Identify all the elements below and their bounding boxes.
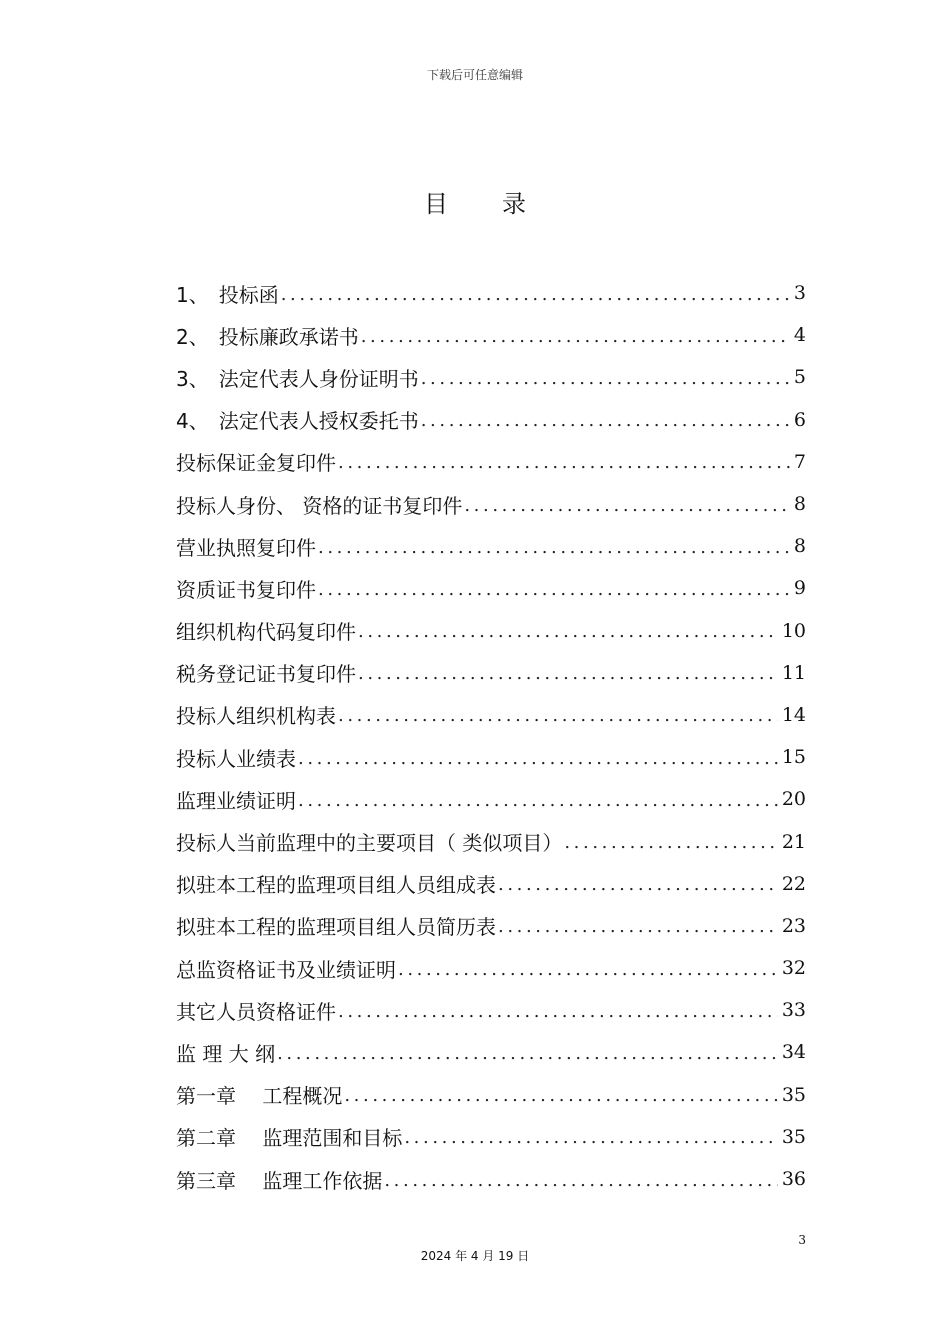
- toc-entry[interactable]: [176, 399, 806, 441]
- toc-entry-page: 10: [781, 619, 806, 642]
- toc-entry[interactable]: [176, 694, 806, 736]
- toc-entry-page: 11: [781, 661, 806, 684]
- toc-entry-label: 拟驻本工程的监理项目组人员简历表: [176, 915, 496, 940]
- toc-leader-dots: [384, 1170, 777, 1191]
- toc-leader-dots: [318, 579, 790, 600]
- toc-entry[interactable]: [176, 610, 806, 652]
- toc-entry[interactable]: [176, 736, 806, 778]
- toc-entry-label: 投标人组织机构表: [176, 704, 336, 729]
- toc-entry[interactable]: [176, 863, 806, 905]
- toc-entry[interactable]: [176, 1031, 806, 1073]
- toc-entry[interactable]: [176, 820, 806, 862]
- toc-leader-dots: [358, 621, 778, 642]
- toc-entry[interactable]: [176, 272, 806, 314]
- table-of-contents: [176, 272, 806, 1200]
- toc-entry[interactable]: [176, 441, 806, 483]
- toc-entry-page: 35: [781, 1125, 806, 1148]
- toc-entry[interactable]: [176, 356, 806, 398]
- toc-entry[interactable]: [176, 567, 806, 609]
- toc-entry[interactable]: [176, 652, 806, 694]
- toc-entry-label: 2、 投标廉政承诺书: [176, 324, 359, 349]
- toc-entry-label: 其它人员资格证件: [176, 999, 336, 1024]
- toc-entry-label: 组织机构代码复印件: [176, 620, 356, 645]
- toc-entry-label: 监 理 大 纲: [176, 1041, 276, 1066]
- page-title: 目录: [424, 190, 580, 218]
- toc-leader-dots: [298, 748, 778, 769]
- toc-entry-page: 7: [793, 450, 806, 473]
- toc-leader-dots: [421, 410, 790, 431]
- toc-entry-label: 1、 投标函: [176, 282, 279, 307]
- toc-entry-page: 35: [781, 1083, 806, 1106]
- toc-entry[interactable]: [176, 778, 806, 820]
- toc-leader-dots: [338, 452, 790, 473]
- toc-entry-label: 总监资格证书及业绩证明: [176, 957, 396, 982]
- toc-leader-dots: [361, 326, 790, 347]
- toc-entry[interactable]: [176, 947, 806, 989]
- toc-entry-label: 税务登记证书复印件: [176, 662, 356, 687]
- toc-entry-label: 营业执照复印件: [176, 535, 316, 560]
- toc-entry[interactable]: [176, 314, 806, 356]
- toc-leader-dots: [498, 874, 778, 895]
- toc-entry-page: 21: [781, 830, 806, 853]
- toc-leader-dots: [281, 284, 790, 305]
- toc-entry[interactable]: [176, 989, 806, 1031]
- toc-entry-label: 3、 法定代表人身份证明书: [176, 366, 419, 391]
- toc-entry-label: 资质证书复印件: [176, 577, 316, 602]
- toc-entry[interactable]: [176, 1158, 806, 1200]
- toc-entry-label: 投标人身份、 资格的证书复印件: [176, 493, 463, 518]
- toc-entry-page: 8: [793, 535, 806, 558]
- toc-entry-page: 8: [793, 493, 806, 516]
- toc-entry[interactable]: [176, 525, 806, 567]
- toc-entry-page: 34: [781, 1041, 806, 1064]
- toc-leader-dots: [464, 495, 790, 516]
- toc-entry-page: 36: [781, 1168, 806, 1191]
- page-number: 3: [798, 1233, 806, 1247]
- toc-leader-dots: [344, 1085, 777, 1106]
- toc-entry[interactable]: [176, 1116, 806, 1158]
- toc-entry-page: 4: [793, 324, 806, 347]
- toc-leader-dots: [358, 663, 778, 684]
- toc-entry-page: 5: [793, 366, 806, 389]
- toc-entry-label: 投标保证金复印件: [176, 451, 336, 476]
- toc-entry-label: 拟驻本工程的监理项目组人员组成表: [176, 873, 496, 898]
- toc-leader-dots: [298, 790, 778, 811]
- toc-entry[interactable]: [176, 1074, 806, 1116]
- toc-leader-dots: [277, 1043, 778, 1064]
- toc-entry-page: 33: [781, 999, 806, 1022]
- toc-entry-label: 第三章 监理工作依据: [176, 1168, 383, 1193]
- toc-entry-page: 14: [781, 703, 806, 726]
- header-note: 下载后可任意编辑: [426, 68, 523, 82]
- toc-leader-dots: [338, 1001, 778, 1022]
- toc-entry-label: 监理业绩证明: [176, 788, 296, 813]
- toc-leader-dots: [498, 916, 778, 937]
- toc-entry-page: 9: [793, 577, 806, 600]
- toc-entry-page: 32: [781, 957, 806, 980]
- footer-date: 2024 年 4 月 19 日: [420, 1249, 530, 1263]
- toc-entry-label: 第二章 监理范围和目标: [176, 1126, 403, 1151]
- toc-entry[interactable]: [176, 483, 806, 525]
- toc-leader-dots: [404, 1127, 777, 1148]
- toc-leader-dots: [318, 537, 790, 558]
- toc-entry-page: 22: [781, 872, 806, 895]
- toc-entry-page: 3: [793, 282, 806, 305]
- toc-leader-dots: [338, 705, 778, 726]
- toc-entry-label: 投标人当前监理中的主要项目（ 类似项目）: [176, 831, 563, 856]
- toc-leader-dots: [421, 368, 790, 389]
- toc-entry-page: 20: [781, 788, 806, 811]
- toc-entry-label: 第一章 工程概况: [176, 1084, 343, 1109]
- toc-entry-page: 6: [793, 408, 806, 431]
- toc-entry[interactable]: [176, 905, 806, 947]
- toc-entry-label: 4、 法定代表人授权委托书: [176, 409, 419, 434]
- toc-entry-page: 23: [781, 914, 806, 937]
- toc-entry-page: 15: [781, 746, 806, 769]
- toc-leader-dots: [398, 959, 778, 980]
- toc-leader-dots: [564, 832, 777, 853]
- toc-entry-label: 投标人业绩表: [176, 746, 296, 771]
